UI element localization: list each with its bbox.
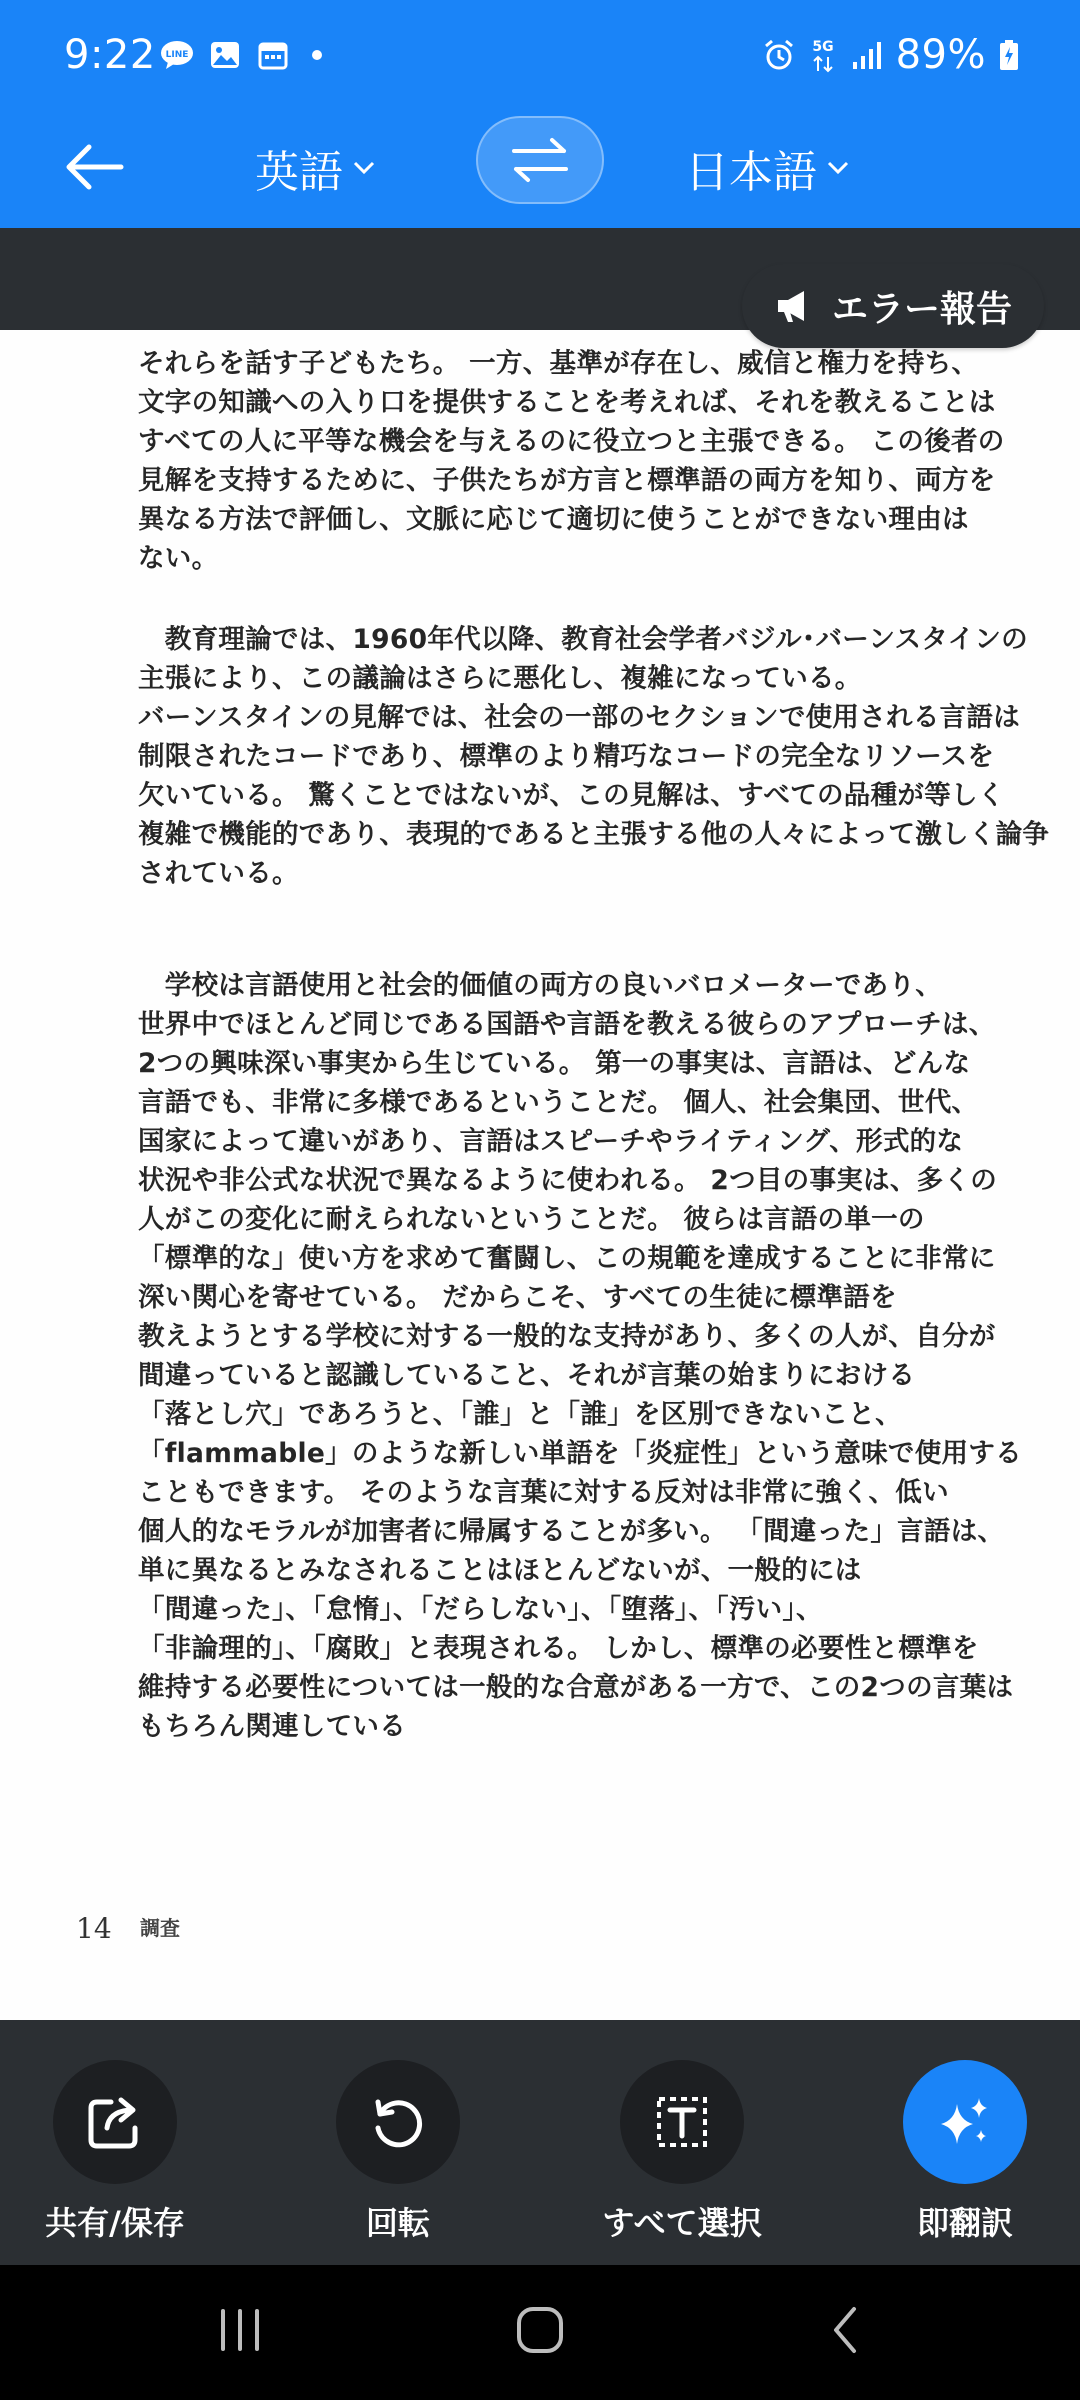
text-line: こともできます。 そのような言葉に対する反対は非常に強く、低い — [138, 1477, 949, 1508]
text-line: 世界中でほとんど同じである国語や言語を教える彼らのアプローチは、 — [138, 1009, 996, 1040]
text-line: 言語でも、非常に多様であるということだ。 個人、社会集団、世代、 — [138, 1087, 979, 1118]
chevron-left-icon — [830, 2305, 860, 2355]
page-number: 14 — [76, 1912, 112, 1945]
text-line: 維持する必要性については一般的な合意がある一方で、この2つの言葉は — [138, 1672, 1014, 1703]
paragraph-3 — [138, 966, 1048, 1746]
rotate-icon — [368, 2092, 428, 2152]
line-app-icon — [160, 38, 194, 72]
battery-charging-icon — [998, 38, 1020, 72]
svg-text:5G: 5G — [811, 39, 834, 55]
gallery-icon — [208, 38, 242, 72]
calendar-icon — [256, 38, 290, 72]
paragraph-2 — [138, 620, 1048, 893]
text-line: 主張により、この議論はさらに悪化し、複雑になっている。 — [138, 663, 862, 694]
battery-percent: 89% — [895, 32, 986, 78]
system-status — [762, 32, 1020, 78]
text-line: 欠いている。 驚くことではないが、この見解は、すべての品種が等しく — [138, 780, 1005, 811]
text-line: ない。 — [138, 543, 219, 574]
instant-translate-label: 即翻訳 — [916, 2204, 1013, 2242]
text-line: 深い関心を寄せている。 だからこそ、すべての生徒に標準語を — [138, 1282, 897, 1313]
source-language-selector[interactable] — [255, 128, 375, 208]
text-line: すべての人に平等な機会を与えるのに役立つと主張できる。 この後者の — [138, 426, 1005, 457]
select-all-label: すべて選択 — [602, 2204, 762, 2242]
share-icon — [85, 2092, 145, 2152]
rotate-button[interactable] — [288, 2060, 508, 2244]
text-line: 異なる方法で評価し、文脈に応じて適切に使うことができない理由は — [138, 504, 969, 535]
text-line: 制限されたコードであり、標準のより精巧なコードの完全なリソースを — [138, 741, 995, 772]
text-select-icon — [652, 2092, 712, 2152]
text-line: 「flammable」のような新しい単語を「炎症性」という意味で使用する — [138, 1438, 1022, 1469]
instant-translate-button[interactable] — [855, 2060, 1075, 2244]
text-line: 教育理論では、1960年代以降、教育社会学者バジル･バーンスタインの — [138, 624, 1028, 655]
select-all-button-circle — [620, 2060, 744, 2184]
status-time: 9:22 — [64, 32, 156, 78]
sparkles-icon — [933, 2090, 997, 2154]
notification-icons — [160, 38, 322, 72]
text-line: それらを話す子どもたち。 一方、基準が存在し、威信と権力を持ち、 — [138, 348, 979, 379]
more-notifications-dot — [312, 50, 322, 60]
megaphone-icon — [774, 288, 814, 324]
text-line: 間違っていると認識していること、それが言葉の始まりにおける — [138, 1360, 916, 1391]
text-line: 教えようとする学校に対する一般的な支持があり、多くの人が、自分が — [138, 1321, 996, 1352]
share-save-button[interactable] — [5, 2060, 225, 2244]
text-line: 個人的なモラルが加害者に帰属することが多い。 「間違った」言語は、 — [138, 1516, 1005, 1547]
text-line: 状況や非公式な状況で異なるように使われる。 2つ目の事実は、多くの — [138, 1165, 998, 1196]
text-line: 2つの興味深い事実から生じている。 第一の事実は、言語は、どんな — [138, 1048, 971, 1079]
text-line: 文字の知識への入り口を提供することを考えれば、それを教えることは — [138, 387, 996, 418]
text-line: 「標準的な」使い方を求めて奮闘し、この規範を達成することに非常に — [138, 1243, 996, 1274]
text-line: もちろん関連している — [138, 1711, 406, 1742]
arrow-left-icon — [65, 142, 125, 192]
text-line: 人がこの変化に耐えられないということだ。 彼らは言語の単一の — [138, 1204, 925, 1235]
text-line: 見解を支持するために、子供たちが方言と標準語の両方を知り、両方を — [138, 465, 996, 496]
paragraph-1 — [138, 344, 1048, 578]
back-button[interactable] — [60, 132, 130, 202]
text-line: 学校は言語使用と社会的価値の両方の良いバロメーターであり、 — [138, 970, 942, 1001]
swap-arrows-icon — [508, 136, 572, 184]
text-line: 「間違った」、「怠惰」、「だらしない」、「堕落」、「汚い」、 — [138, 1594, 823, 1625]
top-bar — [0, 0, 1080, 228]
share-button-circle — [53, 2060, 177, 2184]
signal-icon — [850, 38, 884, 72]
recent-apps-icon — [215, 2307, 265, 2353]
instant-translate-button-circle — [903, 2060, 1027, 2184]
home-icon — [515, 2305, 565, 2355]
source-language-label: 英語 — [255, 147, 343, 198]
error-report-label: エラー報告 — [831, 288, 1012, 330]
page-section-label: 調査 — [140, 1916, 180, 1940]
svg-text:LINE: LINE — [165, 50, 189, 60]
chevron-down-icon — [353, 161, 375, 175]
text-line: 「落とし穴」であろうと、「誰」と「誰」を区別できないこと、 — [138, 1399, 902, 1430]
target-language-label: 日本語 — [685, 147, 817, 198]
share-save-label: 共有/保存 — [45, 2204, 185, 2242]
recent-apps-button[interactable] — [200, 2295, 280, 2365]
text-line: されている。 — [138, 858, 299, 889]
select-all-button[interactable] — [572, 2060, 792, 2244]
bottom-toolbar — [0, 2020, 1080, 2265]
translated-document[interactable] — [0, 330, 1080, 2020]
text-line: 国家によって違いがあり、言語はスピーチやライティング、形式的な — [138, 1126, 964, 1157]
text-line: 複雑で機能的であり、表現的であると主張する他の人々によって激しく論争 — [138, 819, 1050, 850]
system-back-button[interactable] — [805, 2295, 885, 2365]
target-language-selector[interactable] — [685, 128, 849, 208]
network-5g-icon — [808, 38, 838, 72]
error-report-button[interactable] — [742, 264, 1044, 348]
swap-languages-button[interactable] — [476, 116, 604, 204]
status-bar — [0, 0, 1080, 120]
text-line: 単に異なるとみなされることはほとんどないが、一般的には — [138, 1555, 862, 1586]
rotate-label: 回転 — [365, 2204, 430, 2242]
home-button[interactable] — [500, 2295, 580, 2365]
text-line: 「非論理的」、「腐敗」と表現される。 しかし、標準の必要性と標準を — [138, 1633, 979, 1664]
chevron-down-icon — [827, 161, 849, 175]
system-navigation-bar — [0, 2265, 1080, 2400]
alarm-icon — [762, 38, 796, 72]
text-line: バーンスタインの見解では、社会の一部のセクションで使用される言語は — [138, 702, 1021, 733]
translate-header — [0, 110, 1080, 228]
rotate-button-circle — [336, 2060, 460, 2184]
